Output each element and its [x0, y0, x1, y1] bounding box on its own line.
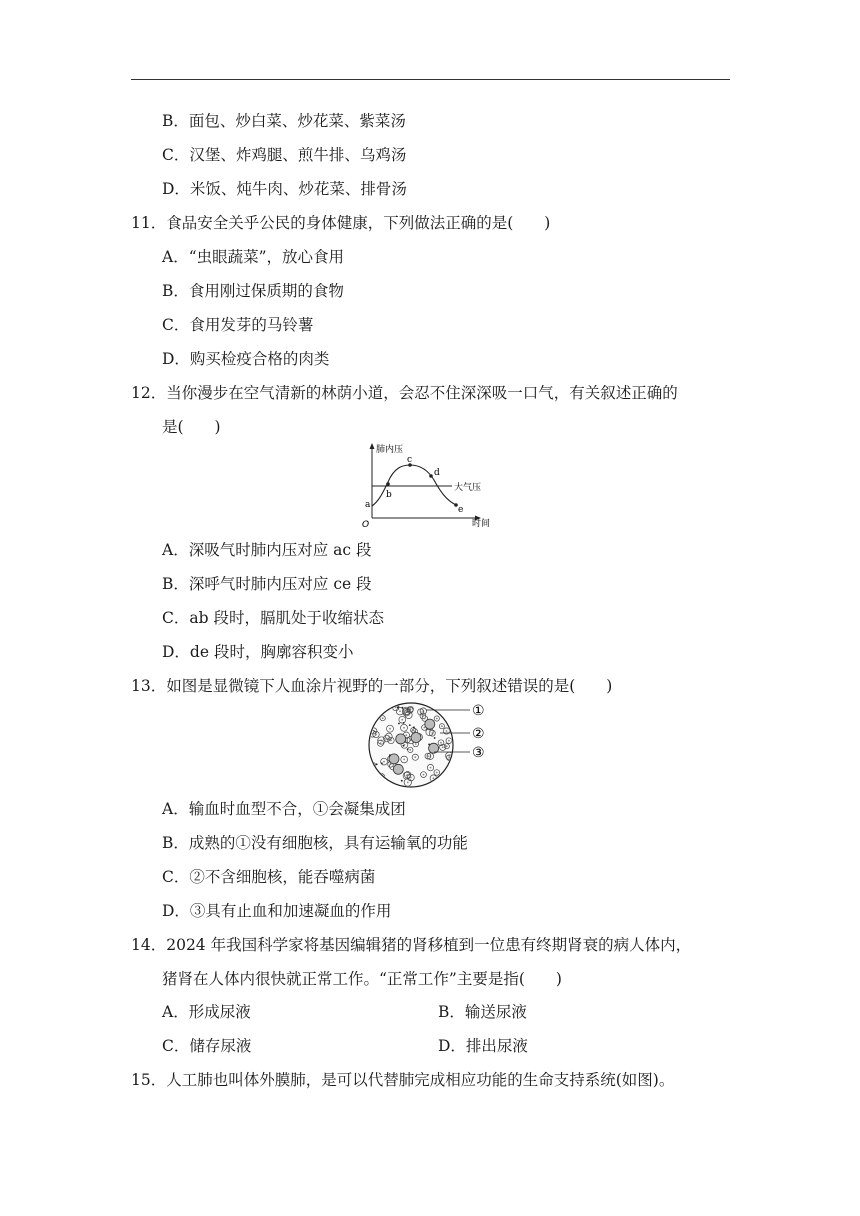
cell-center [440, 742, 442, 744]
cell-center [436, 772, 438, 774]
cell-center [446, 745, 448, 747]
white-blood-cell [411, 733, 421, 743]
y-axis-arrow [370, 443, 375, 449]
cell-center [441, 725, 443, 727]
platelet [428, 744, 430, 746]
cell-center [403, 727, 405, 729]
x-axis-label: 时间 [472, 519, 491, 529]
platelet [401, 780, 403, 782]
white-blood-cell [396, 734, 406, 744]
cell-center [388, 736, 390, 738]
cell-center [436, 718, 438, 720]
q14-option-a[interactable]: A．形成尿液 [162, 1003, 251, 1021]
q11-stem: 11．食品安全关乎公民的身体健康，下列做法正确的是( ) [131, 214, 551, 232]
platelet [434, 737, 436, 739]
cell-center [389, 728, 391, 730]
q12-stem-line1: 12．当你漫步在空气清新的林荫小道，会忍不住深深吸一口气，有关叙述正确的 [131, 384, 678, 402]
platelet [403, 722, 405, 724]
point-e-label: e [458, 505, 464, 515]
cell-center [382, 717, 384, 719]
q13-option-a[interactable]: A．输血时血型不合，①会凝集成团 [162, 800, 406, 818]
red-blood-cell [375, 704, 381, 710]
label-2: ② [472, 726, 485, 742]
platelet [407, 748, 409, 750]
cell-center [414, 756, 416, 758]
q10-option-b[interactable]: B．面包、炒白菜、炒花菜、紫菜汤 [162, 112, 406, 130]
white-blood-cell [393, 764, 403, 774]
q14-stem-line2: 猪肾在人体内很快就正常工作。“正常工作”主要是指( ) [162, 970, 562, 988]
platelet [403, 745, 405, 747]
point-c-label: c [407, 455, 413, 465]
origin-label: O [362, 520, 370, 530]
q14-option-d[interactable]: D．排出尿液 [438, 1037, 528, 1055]
red-blood-cell [375, 776, 381, 782]
q12-option-b[interactable]: B．深呼气时肺内压对应 ce 段 [162, 575, 372, 593]
cell-center [415, 743, 417, 745]
cell-center [446, 730, 448, 732]
cell-center [433, 777, 435, 779]
q15-stem: 15．人工肺也叫体外膜肺，是可以代替肺完成相应功能的生命支持系统(如图)。 [131, 1071, 675, 1089]
red-blood-cell [372, 776, 380, 784]
point-a-label: a [365, 500, 371, 510]
point-d-label: d [434, 468, 440, 478]
blood-smear-figure [368, 699, 498, 791]
pressure-curve [372, 465, 456, 506]
header-rule [131, 79, 730, 80]
q12-option-d[interactable]: D．de 段时，胸廓容积变小 [162, 643, 354, 661]
cell-center [423, 774, 425, 776]
platelet [402, 707, 404, 709]
cell-center [378, 710, 380, 712]
y-axis-label: 肺内压 [376, 445, 404, 455]
q14-option-b[interactable]: B．输送尿液 [438, 1003, 527, 1021]
cell-center [401, 719, 403, 721]
reference-label: 大气压 [454, 483, 482, 493]
platelet [389, 754, 391, 756]
cell-center [406, 775, 408, 777]
q10-option-d[interactable]: D．米饭、炖牛肉、炒花菜、排骨汤 [162, 180, 407, 198]
q11-option-d[interactable]: D．购买检疫合格的肉类 [162, 350, 330, 368]
label-3: ③ [472, 745, 485, 761]
cell-center [380, 742, 382, 744]
q11-option-b[interactable]: B．食用刚过保质期的食物 [162, 282, 344, 300]
point-d-marker [429, 474, 433, 478]
platelet [398, 723, 400, 725]
q14-stem-line1: 14．2024 年我国科学家将基因编辑猪的肾移植到一位患有终期肾衰的病人体内， [131, 936, 692, 954]
cell-center [378, 706, 380, 708]
q10-option-c[interactable]: C．汉堡、炸鸡腿、煎牛排、乌鸡汤 [162, 146, 407, 164]
point-b-marker [386, 482, 390, 486]
red-blood-cell [444, 776, 451, 783]
platelet [438, 706, 440, 708]
platelet [397, 706, 399, 708]
cell-center [377, 778, 379, 780]
q12-option-c[interactable]: C．ab 段时，膈肌处于收缩状态 [162, 609, 384, 627]
cell-center [405, 710, 407, 712]
white-blood-cell [425, 719, 435, 729]
cell-center [381, 776, 383, 778]
cell-center [448, 740, 450, 742]
cell-center [375, 779, 377, 781]
cell-center [377, 774, 379, 776]
lung-pressure-figure [358, 440, 498, 530]
platelet [409, 724, 411, 726]
q12-option-a[interactable]: A．深吸气时肺内压对应 ac 段 [162, 541, 372, 559]
cell-center [442, 746, 444, 748]
cell-center [405, 734, 407, 736]
cell-center [406, 739, 408, 741]
q13-option-c[interactable]: C．②不含细胞核，能吞噬病菌 [162, 868, 376, 886]
platelet [441, 713, 443, 715]
cell-center [447, 778, 449, 780]
cell-center [412, 729, 414, 731]
red-blood-cell [376, 708, 382, 714]
cell-center [403, 759, 405, 761]
q11-option-a[interactable]: A．“虫眼蔬菜”，放心食用 [162, 248, 345, 266]
cell-center [407, 782, 409, 784]
label-1: ① [472, 703, 485, 719]
q13-option-d[interactable]: D．③具有止血和加速凝血的作用 [162, 902, 392, 920]
q14-option-c[interactable]: C．储存尿液 [162, 1037, 252, 1055]
cell-center [410, 777, 412, 779]
cell-center [424, 718, 426, 720]
platelet [440, 780, 442, 782]
cell-center [399, 710, 401, 712]
q12-stem-line2: 是( ) [162, 418, 221, 436]
point-b-label: b [386, 490, 392, 500]
q11-option-c[interactable]: C．食用发芽的马铃薯 [162, 316, 314, 334]
q13-stem: 13．如图是显微镜下人血涂片视野的一部分，下列叙述错误的是( ) [131, 677, 613, 695]
cell-center [375, 734, 377, 736]
cell-center [420, 711, 422, 713]
cell-center [429, 731, 431, 733]
cell-center [430, 767, 432, 769]
cell-center [424, 727, 426, 729]
q13-option-b[interactable]: B．成熟的①没有细胞核，具有运输氧的功能 [162, 834, 468, 852]
platelet [413, 726, 415, 728]
platelet [381, 762, 383, 764]
platelet [376, 763, 378, 765]
cell-center [383, 761, 385, 763]
cell-center [427, 755, 429, 757]
cell-center [409, 749, 411, 751]
